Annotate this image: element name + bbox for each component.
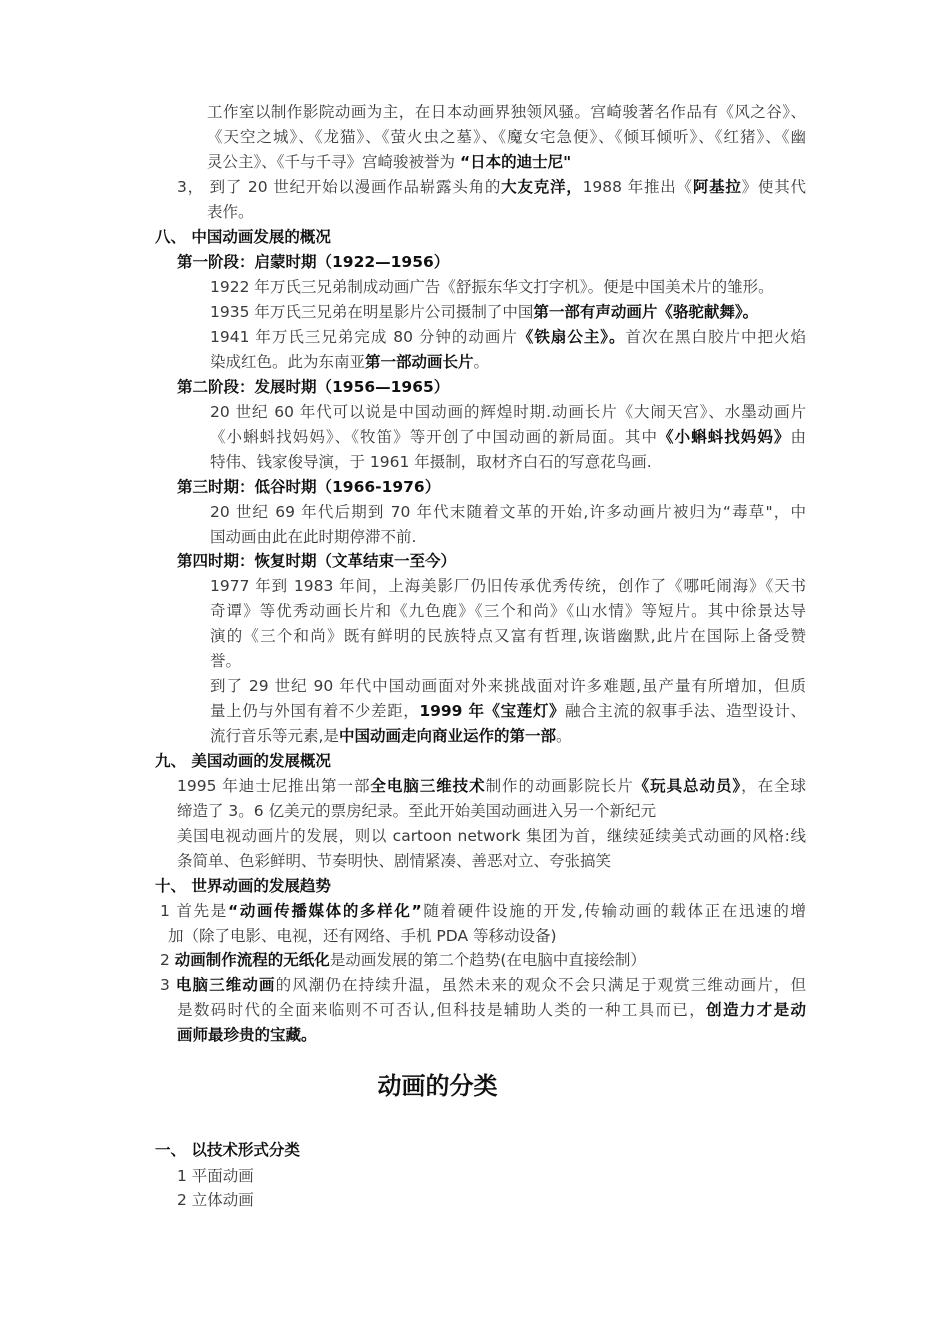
text-run: 1 首先是 bbox=[160, 902, 228, 920]
text-run: 灵公主》、《千与千寻》宫崎骏被誉为 bbox=[207, 153, 460, 171]
text-run: 誉。 bbox=[210, 652, 242, 670]
bold-text: “日本的迪士尼" bbox=[459, 153, 572, 171]
text-line bbox=[210, 649, 241, 674]
text-line bbox=[210, 325, 806, 350]
text-line bbox=[177, 824, 806, 849]
bold-text: 八、 中国动画发展的概况 bbox=[155, 228, 331, 246]
text-run: 3 bbox=[160, 976, 176, 994]
text-line bbox=[155, 225, 331, 250]
text-line bbox=[177, 250, 449, 275]
bold-text: 第一部有声动画片《骆驼献舞》。 bbox=[533, 303, 759, 321]
text-run: 表作。 bbox=[207, 203, 254, 221]
text-run: 特伟、钱家俊导演，于 1961 年摄制，取材齐白石的写意花鸟画. bbox=[210, 453, 652, 471]
bold-text: 全电脑三维技术 bbox=[370, 777, 486, 795]
text-line bbox=[210, 275, 774, 300]
text-run: 1988 年推出《 bbox=[582, 178, 693, 196]
bold-text: 《铁扇公主》。 bbox=[517, 328, 626, 346]
bold-text: 《小蝌蚪找妈妈》 bbox=[658, 428, 791, 446]
text-line bbox=[207, 100, 806, 125]
text-line bbox=[155, 1138, 300, 1163]
text-run: 是动画发展的第二个趋势(在电脑中直接绘制） bbox=[329, 951, 646, 969]
bold-text: 第一部动画长片 bbox=[365, 353, 474, 371]
bold-text: 第二阶段：发展时期（1956—1965） bbox=[177, 378, 450, 396]
text-line bbox=[210, 400, 806, 425]
text-line bbox=[177, 475, 440, 500]
text-run: 国动画由此在此时期停滞不前. bbox=[210, 528, 417, 546]
text-run: 美国电视动画片的发展，则以 cartoon network 集团为首，继续延续美式动画的风格:线 bbox=[177, 827, 806, 845]
text-run: 首次在黑白胶片中把火焰 bbox=[625, 328, 806, 346]
bold-text: 第一阶段：启蒙时期（1922—1956） bbox=[177, 253, 450, 271]
text-line bbox=[177, 849, 611, 874]
text-run: 。 bbox=[555, 727, 572, 745]
text-run: 是数码时代的全面来临则不可否认,但科技是辅助人类的一种工具而已， bbox=[177, 1001, 707, 1019]
text-line bbox=[210, 350, 489, 375]
text-run: 由 bbox=[790, 428, 806, 446]
bold-text: 1999 年《宝莲灯》 bbox=[419, 702, 566, 720]
text-run: 演的《三个和尚》既有鲜明的民族特点又富有哲理,诙谐幽默,此片在国际上备受赞 bbox=[210, 627, 806, 645]
text-run: 染成红色。此为东南亚 bbox=[210, 353, 366, 371]
text-line bbox=[155, 874, 331, 899]
text-line bbox=[210, 525, 416, 550]
text-line bbox=[210, 425, 806, 450]
bold-text: 《玩具总动员》 bbox=[633, 777, 742, 795]
text-line bbox=[207, 125, 806, 150]
bold-text: 第三时期：低谷时期（1966-1976） bbox=[177, 478, 441, 496]
bold-text: 第四时期：恢复时期（文革结束一至今） bbox=[177, 552, 457, 570]
bold-text: 电脑三维动画 bbox=[175, 976, 276, 994]
text-line bbox=[177, 774, 806, 799]
text-line bbox=[177, 1164, 254, 1189]
text-line bbox=[210, 574, 806, 599]
text-run: 量上仍与外国有着不少差距， bbox=[210, 702, 420, 720]
text-run: 工作室以制作影院动画为主，在日本动画界独领风骚。宫崎骏著名作品有《风之谷》、 bbox=[207, 103, 806, 121]
text-line bbox=[207, 200, 254, 225]
text-run: 1995 年迪士尼推出第一部 bbox=[177, 777, 371, 795]
section-title: 动画的分类 bbox=[377, 1072, 498, 1100]
text-line bbox=[210, 500, 806, 525]
text-run: 2 立体动画 bbox=[177, 1191, 254, 1209]
text-line bbox=[177, 1023, 317, 1048]
text-run: 随着硬件设施的开发,传输动画的载体正在迅速的增 bbox=[421, 902, 806, 920]
bold-text: 画师最珍贵的宝藏。 bbox=[177, 1026, 317, 1044]
text-line bbox=[210, 624, 806, 649]
text-run: 1977 年到 1983 年间，上海美影厂仍旧传承优秀传统，创作了《哪吒闹海》《天书 bbox=[210, 577, 806, 595]
bold-text: 九、 美国动画的发展概况 bbox=[155, 752, 331, 770]
text-line bbox=[210, 674, 806, 699]
bold-text: 大友克洋， bbox=[501, 178, 583, 196]
text-run: 2 bbox=[160, 951, 175, 969]
bold-text: 创造力才是动 bbox=[706, 1001, 806, 1019]
text-line bbox=[160, 973, 806, 998]
text-line bbox=[210, 450, 652, 475]
text-line bbox=[155, 749, 331, 774]
text-run: 融合主流的叙事手法、造型设计、 bbox=[565, 702, 806, 720]
text-run: 缔造了 3。6 亿美元的票房纪录。至此开始美国动画进入另一个新纪元 bbox=[177, 802, 657, 820]
text-line bbox=[210, 699, 806, 724]
text-run: 《小蝌蚪找妈妈》、《牧笛》等开创了中国动画的新局面。其中 bbox=[210, 428, 659, 446]
text-run: 的风潮仍在持续升温，虽然未来的观众不会只满足于观赏三维动画片，但 bbox=[275, 976, 806, 994]
text-run: 1 平面动画 bbox=[177, 1167, 254, 1185]
text-run: 20 世纪 69 年代后期到 70 年代末随着文革的开始,许多动画片被归为“毒草"，中 bbox=[210, 503, 806, 521]
text-run: 》使其代 bbox=[741, 178, 806, 196]
text-run: 加（除了电影、电视，还有网络、手机 PDA 等移动设备) bbox=[168, 927, 557, 945]
text-run: 3， 到了 20 世纪开始以漫画作品崭露头角的 bbox=[177, 178, 502, 196]
bold-text: 十、 世界动画的发展趋势 bbox=[155, 877, 331, 895]
text-line bbox=[177, 799, 656, 824]
text-line bbox=[177, 175, 806, 200]
text-run: 1935 年万氏三兄弟在明星影片公司摄制了中国 bbox=[210, 303, 534, 321]
text-run: 条简单、色彩鲜明、节奏明快、剧情紧凑、善恶对立、夸张搞笑 bbox=[177, 852, 612, 870]
text-run: 20 世纪 60 年代可以说是中国动画的辉煌时期.动画长片《大闹天宫》、水墨动画片 bbox=[210, 403, 806, 421]
text-line bbox=[177, 1188, 254, 1213]
text-line bbox=[160, 948, 646, 973]
text-line bbox=[160, 899, 806, 924]
text-run: 到了 29 世纪 90 年代中国动画面对外来挑战面对许多难题,虽产量有所增加，但质 bbox=[210, 677, 806, 695]
text-line bbox=[168, 924, 557, 949]
text-line bbox=[177, 375, 449, 400]
text-run: ，在全球 bbox=[741, 777, 806, 795]
bold-text: 一、 以技术形式分类 bbox=[155, 1141, 300, 1159]
text-line bbox=[207, 150, 571, 175]
bold-text: 动画制作流程的无纸化 bbox=[174, 951, 330, 969]
text-run: 1941 年万氏三兄弟完成 80 分钟的动画片 bbox=[210, 328, 518, 346]
bold-text: 阿基拉 bbox=[692, 178, 742, 196]
text-line bbox=[210, 724, 571, 749]
text-run: 《天空之城》、《龙猫》、《萤火虫之墓》、《魔女宅急便》、《倾耳倾听》、《红猪》、《幽 bbox=[207, 128, 806, 146]
bold-text: “动画传播媒体的多样化” bbox=[227, 902, 422, 920]
text-run: 流行音乐等元素,是 bbox=[210, 727, 339, 745]
text-line bbox=[210, 599, 806, 624]
text-line bbox=[177, 549, 456, 574]
text-line bbox=[177, 998, 806, 1023]
text-run: 制作的动画影院长片 bbox=[485, 777, 634, 795]
text-line bbox=[210, 300, 758, 325]
bold-text: 中国动画走向商业运作的第一部 bbox=[338, 727, 556, 745]
text-run: 。 bbox=[473, 353, 490, 371]
text-run: 奇谭》等优秀动画长片和《九色鹿》《三个和尚》《山水情》等短片。其中徐景达导 bbox=[210, 602, 806, 620]
text-run: 1922 年万氏三兄弟制成动画广告《舒振东华文打字机》。便是中国美术片的雏形。 bbox=[210, 278, 774, 296]
